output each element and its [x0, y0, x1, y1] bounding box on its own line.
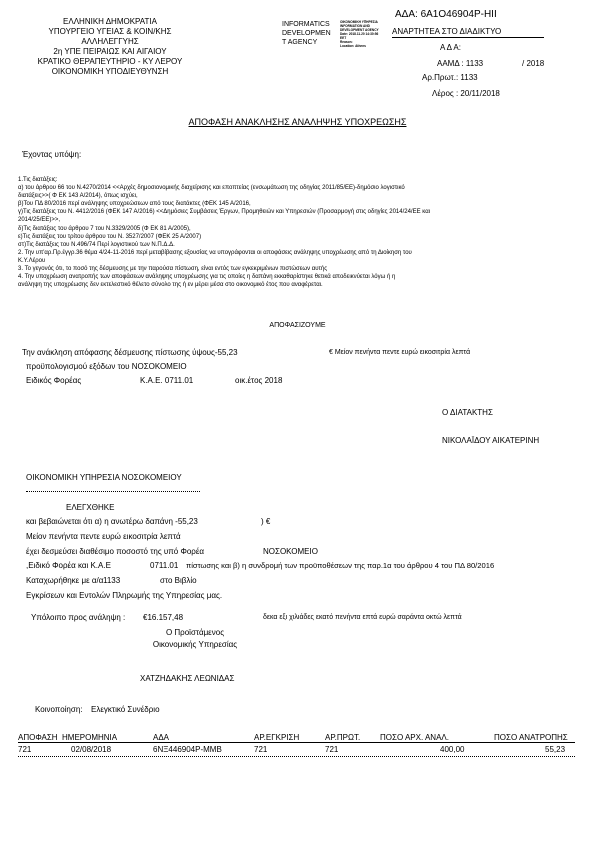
- book-label: στο Βιβλίο: [160, 576, 197, 585]
- consideration-line: 2. Την υπ'αρ.Πρ.έγγρ.36 θέμα 4/24-11-2016 περί μεταβίβασης εξουσίας να υπογράφονται οι αποφάσεις ανάληψης υποχρέωσης από τη Διοίκηση του: [18, 249, 412, 256]
- decide-heading: ΑΠΟΦΑΣΙΖΟΥΜΕ: [269, 322, 326, 329]
- head-title: Ο Προϊστάμενος: [165, 628, 225, 637]
- consideration-line: διατάξεις>>( Φ ΕΚ 143 Α/2014), όπως ισχύει,: [18, 193, 138, 200]
- check-body-kae: ,Ειδικό Φορέα και Κ.Α.Ε: [26, 561, 111, 570]
- col-date: ΗΜΕΡΟΜΗΝΙΑ: [62, 733, 118, 742]
- agency-name: INFORMATICS DEVELOPMEN T AGENCY: [282, 21, 331, 46]
- cell-reversal-amount: 55,23: [545, 745, 566, 754]
- signature-details: ΟΙΚΟΝΟΜΙΚΗ ΥΠΗΡΕΣΙΑ INFORMATION AND DEVELOPMENT AGENCY Date: 2018.11.20 14:30:56 EET Reason: Location: Athens: [340, 20, 379, 48]
- consideration-line: α) του άρθρου 66 του Ν.4270/2014 <<Αρχές δημοσιονομικής διαχείρισης και εποπτείας (ενσωμάτωση της οδηγίας 2011/85/ΕΕ)-δημόσιο λογιστικό: [18, 185, 405, 192]
- special-body: Ειδικός Φορέας: [26, 376, 82, 385]
- table-divider: [18, 742, 575, 743]
- check-amount-words: Μείον πενήντα πεντε ευρώ εικοσιτρία λεπτά: [26, 532, 181, 541]
- consideration-line: ε)Τις διατάξεις του τρίτου άρθρου του Ν. 3527/2007 (ΦΕΚ 25 Α/2007): [18, 233, 202, 240]
- cell-date: 02/08/2018: [71, 745, 112, 754]
- col-initial-amount: ΠΟΣΟ ΑΡΧ. ΑΝΑΛ.: [380, 733, 449, 742]
- notification-recipient: Ελεγκτικό Συνέδριο: [91, 705, 160, 714]
- finance-service: ΟΙΚΟΝΟΜΙΚΗ ΥΠΗΡΕΣΙΑ ΝΟΣΟΚΟΜΕΙΟΥ: [26, 473, 182, 482]
- cell-initial-amount: 400,00: [440, 745, 465, 754]
- intro-text: Έχοντας υπόψη:: [22, 150, 82, 159]
- approvals-text: Εγκρίσεων και Εντολών Πληρωμής της Υπηρεσίας μας.: [26, 591, 223, 600]
- check-currency: ) €: [261, 517, 271, 526]
- check-amount: και βεβαιώνεται ότι α) η ανωτέρω δαπάνη -55,23: [26, 517, 198, 526]
- considerations-list: [18, 176, 430, 289]
- consideration-line: 4. Την υποχρέωση ανατροπής των αποφάσεων ανάληψης υποχρέωσης για τις οποίες η δαπάνη εκκαθαρίστηκε θετικά αποδεικνύεται λόγω ή η: [18, 274, 396, 281]
- table-bottom-divider: [18, 756, 575, 757]
- document-date: Λέρος : 20/11/2018: [432, 89, 500, 98]
- consideration-line: Κ.Υ.Λέρου: [18, 257, 46, 264]
- consideration-line: στ)Τις διατάξεις του Ν.496/74 Περί λογιστικού των Ν.Π.Δ.Δ.: [18, 241, 175, 248]
- budget-line: προϋπολογισμού εξόδων του ΝΟΣΟΚΟΜΕΙΟ: [26, 362, 187, 371]
- check-kae-code: 0711.01: [150, 561, 179, 570]
- aamd-year: / 2018: [522, 59, 545, 68]
- registration-number: 1133: [103, 576, 121, 585]
- head-name: ΧΑΤΖΗΔΑΚΗΣ ΛΕΩΝΙΔΑΣ: [140, 674, 235, 683]
- check-entity: ΝΟΣΟΚΟΜΕΙΟ: [263, 547, 318, 556]
- col-approval: ΑΡ.ΕΓΚΡΙΣΗ: [254, 733, 300, 742]
- col-reversal-amount: ΠΟΣΟ ΑΝΑΤΡΟΠΗΣ: [494, 733, 568, 742]
- cell-ada: 6ΝΞ446904Ρ-ΜΜΒ: [153, 745, 222, 754]
- aamd-field: ΑΑΜΔ : 1133: [437, 59, 484, 68]
- remaining-amount-words: δεκα εξι χιλιάδες εκατό πενήντα επτά ευρώ σαράντα οκτώ λεπτά: [263, 614, 462, 621]
- cell-decision: 721: [18, 745, 32, 754]
- org-line: ΕΛΛΗΝΙΚΗ ΔΗΜΟΚΡΑΤΙΑ: [63, 17, 157, 26]
- document-title: ΑΠΟΦΑΣΗ ΑΝΑΚΛΗΣΗΣ ΑΝΑΛΗΨΗΣ ΥΠΟΧΡΕΩΣΗΣ: [188, 117, 407, 127]
- ada-label: Α Δ Α:: [440, 43, 461, 52]
- cell-protocol: 721: [325, 745, 339, 754]
- remaining-label: Υπόλοιπο προς ανάληψη :: [31, 613, 126, 622]
- col-decision: ΑΠΟΦΑΣΗ: [18, 733, 58, 742]
- org-line: ΚΡΑΤΙΚΟ ΘΕΡΑΠΕΥΤΗΡΙΟ - ΚΥ ΛΕΡΟΥ: [37, 57, 183, 66]
- dotted-divider: [26, 491, 200, 492]
- remaining-amount: €16.157,48: [143, 613, 184, 622]
- org-line: ΥΠΟΥΡΓΕΙΟ ΥΓΕΙΑΣ & ΚΟΙΝ/ΚΗΣ: [48, 27, 172, 36]
- col-protocol: ΑΡ.ΠΡΩΤ.: [325, 733, 361, 742]
- notification-label: Κοινοποίηση:: [35, 705, 83, 714]
- posted-online-label: ΑΝΑΡΤΗΤΕΑ ΣΤΟ ΔΙΑΔΙΚΤΥΟ: [392, 27, 502, 36]
- decision-amount: Την ανάκληση απόφασης δέσμευσης πίστωσης ύψους-55,23: [22, 348, 238, 357]
- check-conditions: πίστωσης και β) η συνδρομή των προϋποθέσεων της παρ.1α του άρθρου 4 του ΠΔ 80/2016: [186, 561, 495, 570]
- consideration-line: δ)Τις διατάξεις του άρθρου 7 του Ν.3329/2005 (Φ ΕΚ 81 Α/2005),: [18, 225, 191, 232]
- org-line: ΟΙΚΟΝΟΜΙΚΗ ΥΠΟΔΙΕΥΘΥΝΣΗ: [51, 67, 169, 76]
- consideration-line: ανάληψη της υποχρέωσης δεν εκτελεστικό θέλετο σύνολο της ή εν μέρει μέσα στο οικονομικό έτος που αναφέρεται.: [18, 282, 323, 289]
- decision-amount-words: € Μείον πενήντα πεντε ευρώ εικοσιτρία λεπτά: [329, 349, 471, 356]
- consideration-line: 1.Τις διατάξεις:: [18, 177, 58, 183]
- director-name: ΝΙΚΟΛΑΪΔΟΥ ΑΙΚΑΤΕΡΙΝΗ: [442, 436, 540, 445]
- consideration-line: γ)Τις διατάξεις του Ν. 4412/2016 (ΦΕΚ 147 Α/2016) <<Δημόσιες Συμβάσεις Έργων, Προμηθειών και Υπηρεσιών (Προσαρμογή στις οδηγίες 2014/24/ΕΕ και: [18, 209, 430, 216]
- head-department: Οικονομικής Υπηρεσίας: [152, 640, 238, 649]
- consideration-line: 3. Το γεγονός ότι, το ποσό της δέσμευσης με την παρούσα πίστωση, είναι εντός των εγκεκριμένων πιστώσεων αυτής: [18, 266, 328, 273]
- protocol-number: Αρ.Πρωτ.: 1133: [422, 73, 478, 82]
- cell-approval: 721: [254, 745, 268, 754]
- consideration-line: β)Του ΠΔ 80/2016 περί ανάληψης υποχρεώσεων από τους διατάκτες (ΦΕΚ 145 Α/2016,: [18, 201, 251, 208]
- check-commitment: έχει δεσμεύσει διαθέσιμο ποσοστό της υπό Φορέα: [26, 547, 205, 556]
- checked-heading: ΕΛΕΓΧΘΗΚΕ: [66, 503, 115, 512]
- org-line: ΑΛΛΗΛΕΓΓΥΗΣ: [81, 37, 139, 46]
- ada-number: ΑΔΑ: 6Α1Ο46904Ρ-ΗΙΙ: [395, 9, 497, 20]
- kae-code: Κ.Α.Ε. 0711.01: [140, 376, 194, 385]
- consideration-line: 2014/25/ΕΕ)>>,: [18, 217, 61, 224]
- org-line: 2η ΥΠΕ ΠΕΙΡΑΙΩΣ ΚΑΙ ΑΙΓΑΙΟΥ: [53, 47, 167, 56]
- col-ada: ΑΔΑ: [153, 733, 170, 742]
- director-title: Ο ΔΙΑΤΑΚΤΗΣ: [442, 408, 493, 417]
- divider: [392, 37, 544, 38]
- registered-label: Καταχωρήθηκε με α/α: [26, 576, 104, 585]
- fiscal-year: οικ.έτος 2018: [235, 376, 283, 385]
